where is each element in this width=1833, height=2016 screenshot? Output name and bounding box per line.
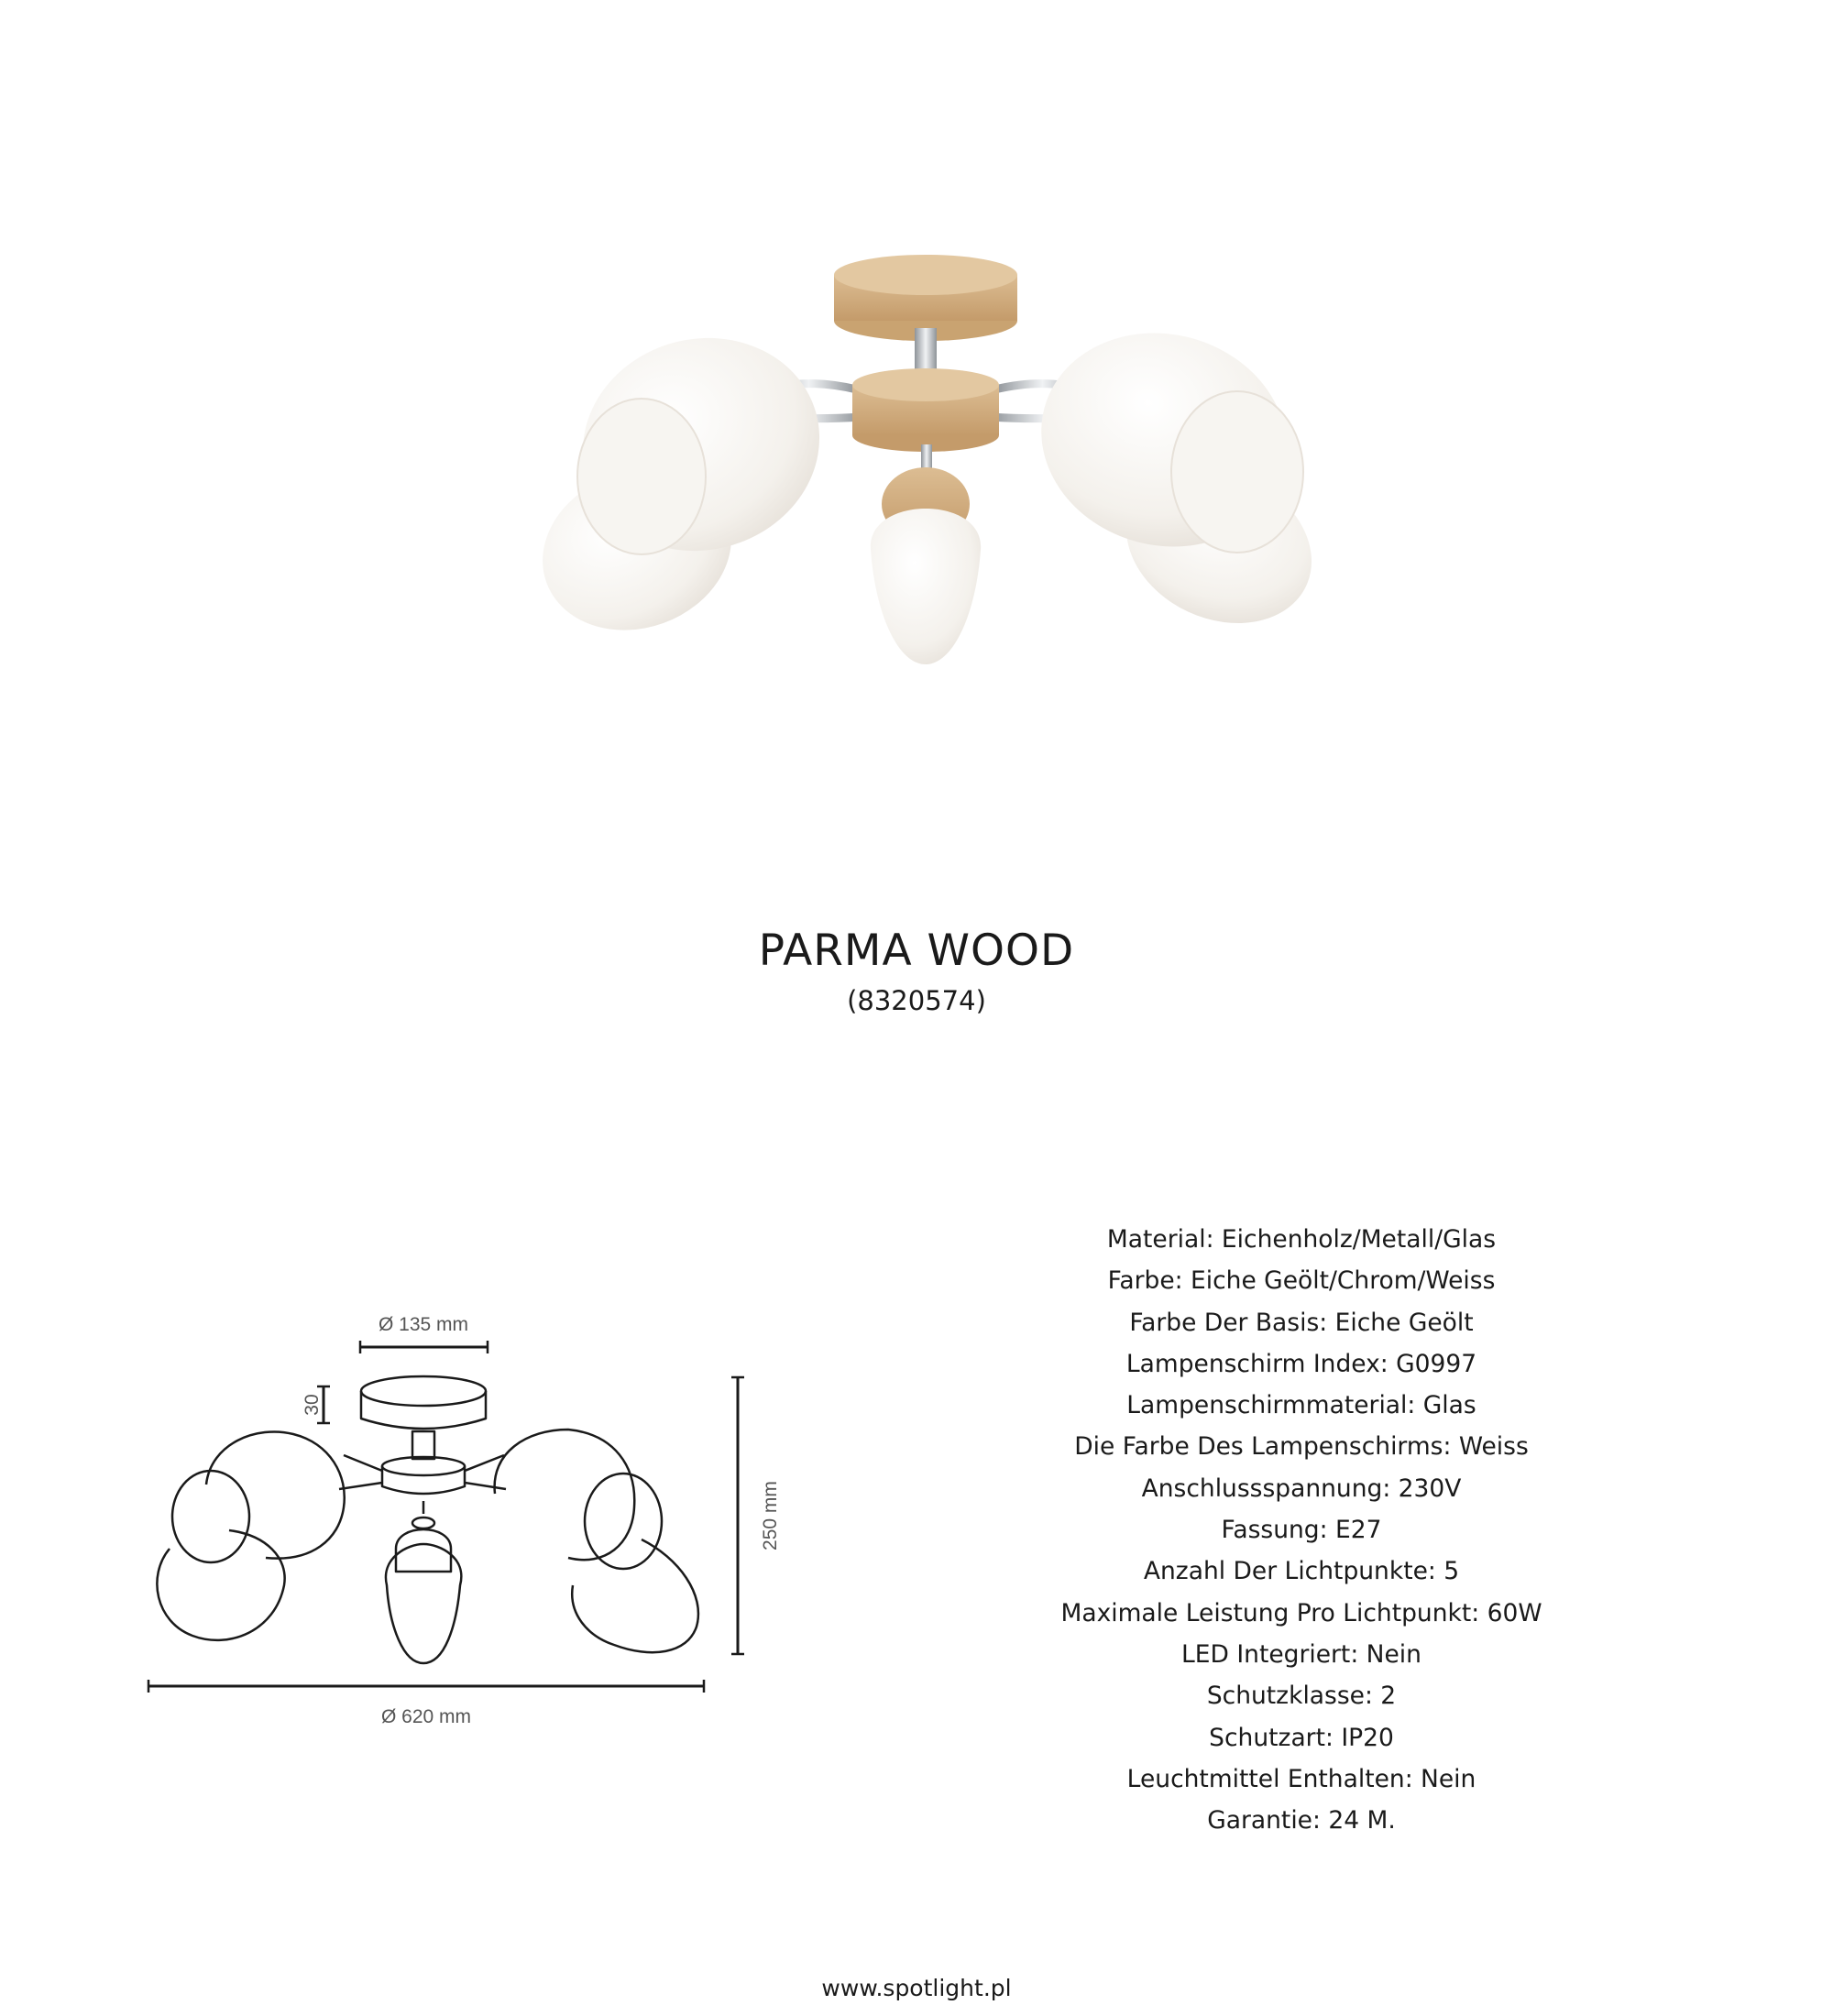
spec-shade-color: Die Farbe Des Lampenschirms: Weiss	[1074, 1432, 1529, 1462]
dim-base-diameter: Ø 135 mm	[378, 1314, 469, 1335]
glass-shade-front-right	[1017, 306, 1311, 574]
product-photo	[495, 247, 1356, 678]
spec-protection-class: Schutzklasse: 2	[1206, 1682, 1397, 1711]
technical-drawing	[128, 1283, 807, 1741]
spec-max-power: Maximale Leistung Pro Lichtpunkt: 60W	[1060, 1598, 1542, 1627]
spec-shade-material: Lampenschirmmaterial: Glas	[1126, 1391, 1476, 1420]
spec-led-integrated: LED Integriert: Nein	[1181, 1639, 1421, 1669]
ceiling-canopy	[834, 255, 1017, 341]
spec-list	[971, 1219, 1631, 1841]
spec-bulbs-included: Leuchtmittel Enthalten: Nein	[1126, 1764, 1476, 1793]
glass-shade-front-left	[559, 312, 844, 576]
spec-light-points: Anzahl Der Lichtpunkte: 5	[1143, 1557, 1460, 1586]
wood-hub	[852, 368, 999, 452]
spec-color: Farbe: Eiche Geölt/Chrom/Weiss	[1107, 1266, 1496, 1296]
spec-socket: Fassung: E27	[1221, 1516, 1382, 1545]
footer-url[interactable]: www.spotlight.pl	[821, 1975, 1012, 2001]
spec-ip-rating: Schutzart: IP20	[1209, 1723, 1394, 1752]
spec-warranty: Garantie: 24 M.	[1207, 1806, 1396, 1835]
product-title: PARMA WOOD	[758, 926, 1075, 976]
product-code: (8320574)	[847, 985, 986, 1016]
dim-base-height: 30	[302, 1394, 323, 1416]
spec-base-color: Farbe Der Basis: Eiche Geölt	[1129, 1308, 1474, 1337]
spec-voltage: Anschlussspannung: 230V	[1141, 1474, 1462, 1503]
spec-material: Material: Eichenholz/Metall/Glas	[1106, 1225, 1497, 1254]
spec-shade-index: Lampenschirm Index: G0997	[1125, 1349, 1477, 1378]
dim-height: 250 mm	[760, 1481, 781, 1550]
glass-shade-center	[871, 444, 981, 664]
dim-diameter: Ø 620 mm	[380, 1706, 472, 1727]
